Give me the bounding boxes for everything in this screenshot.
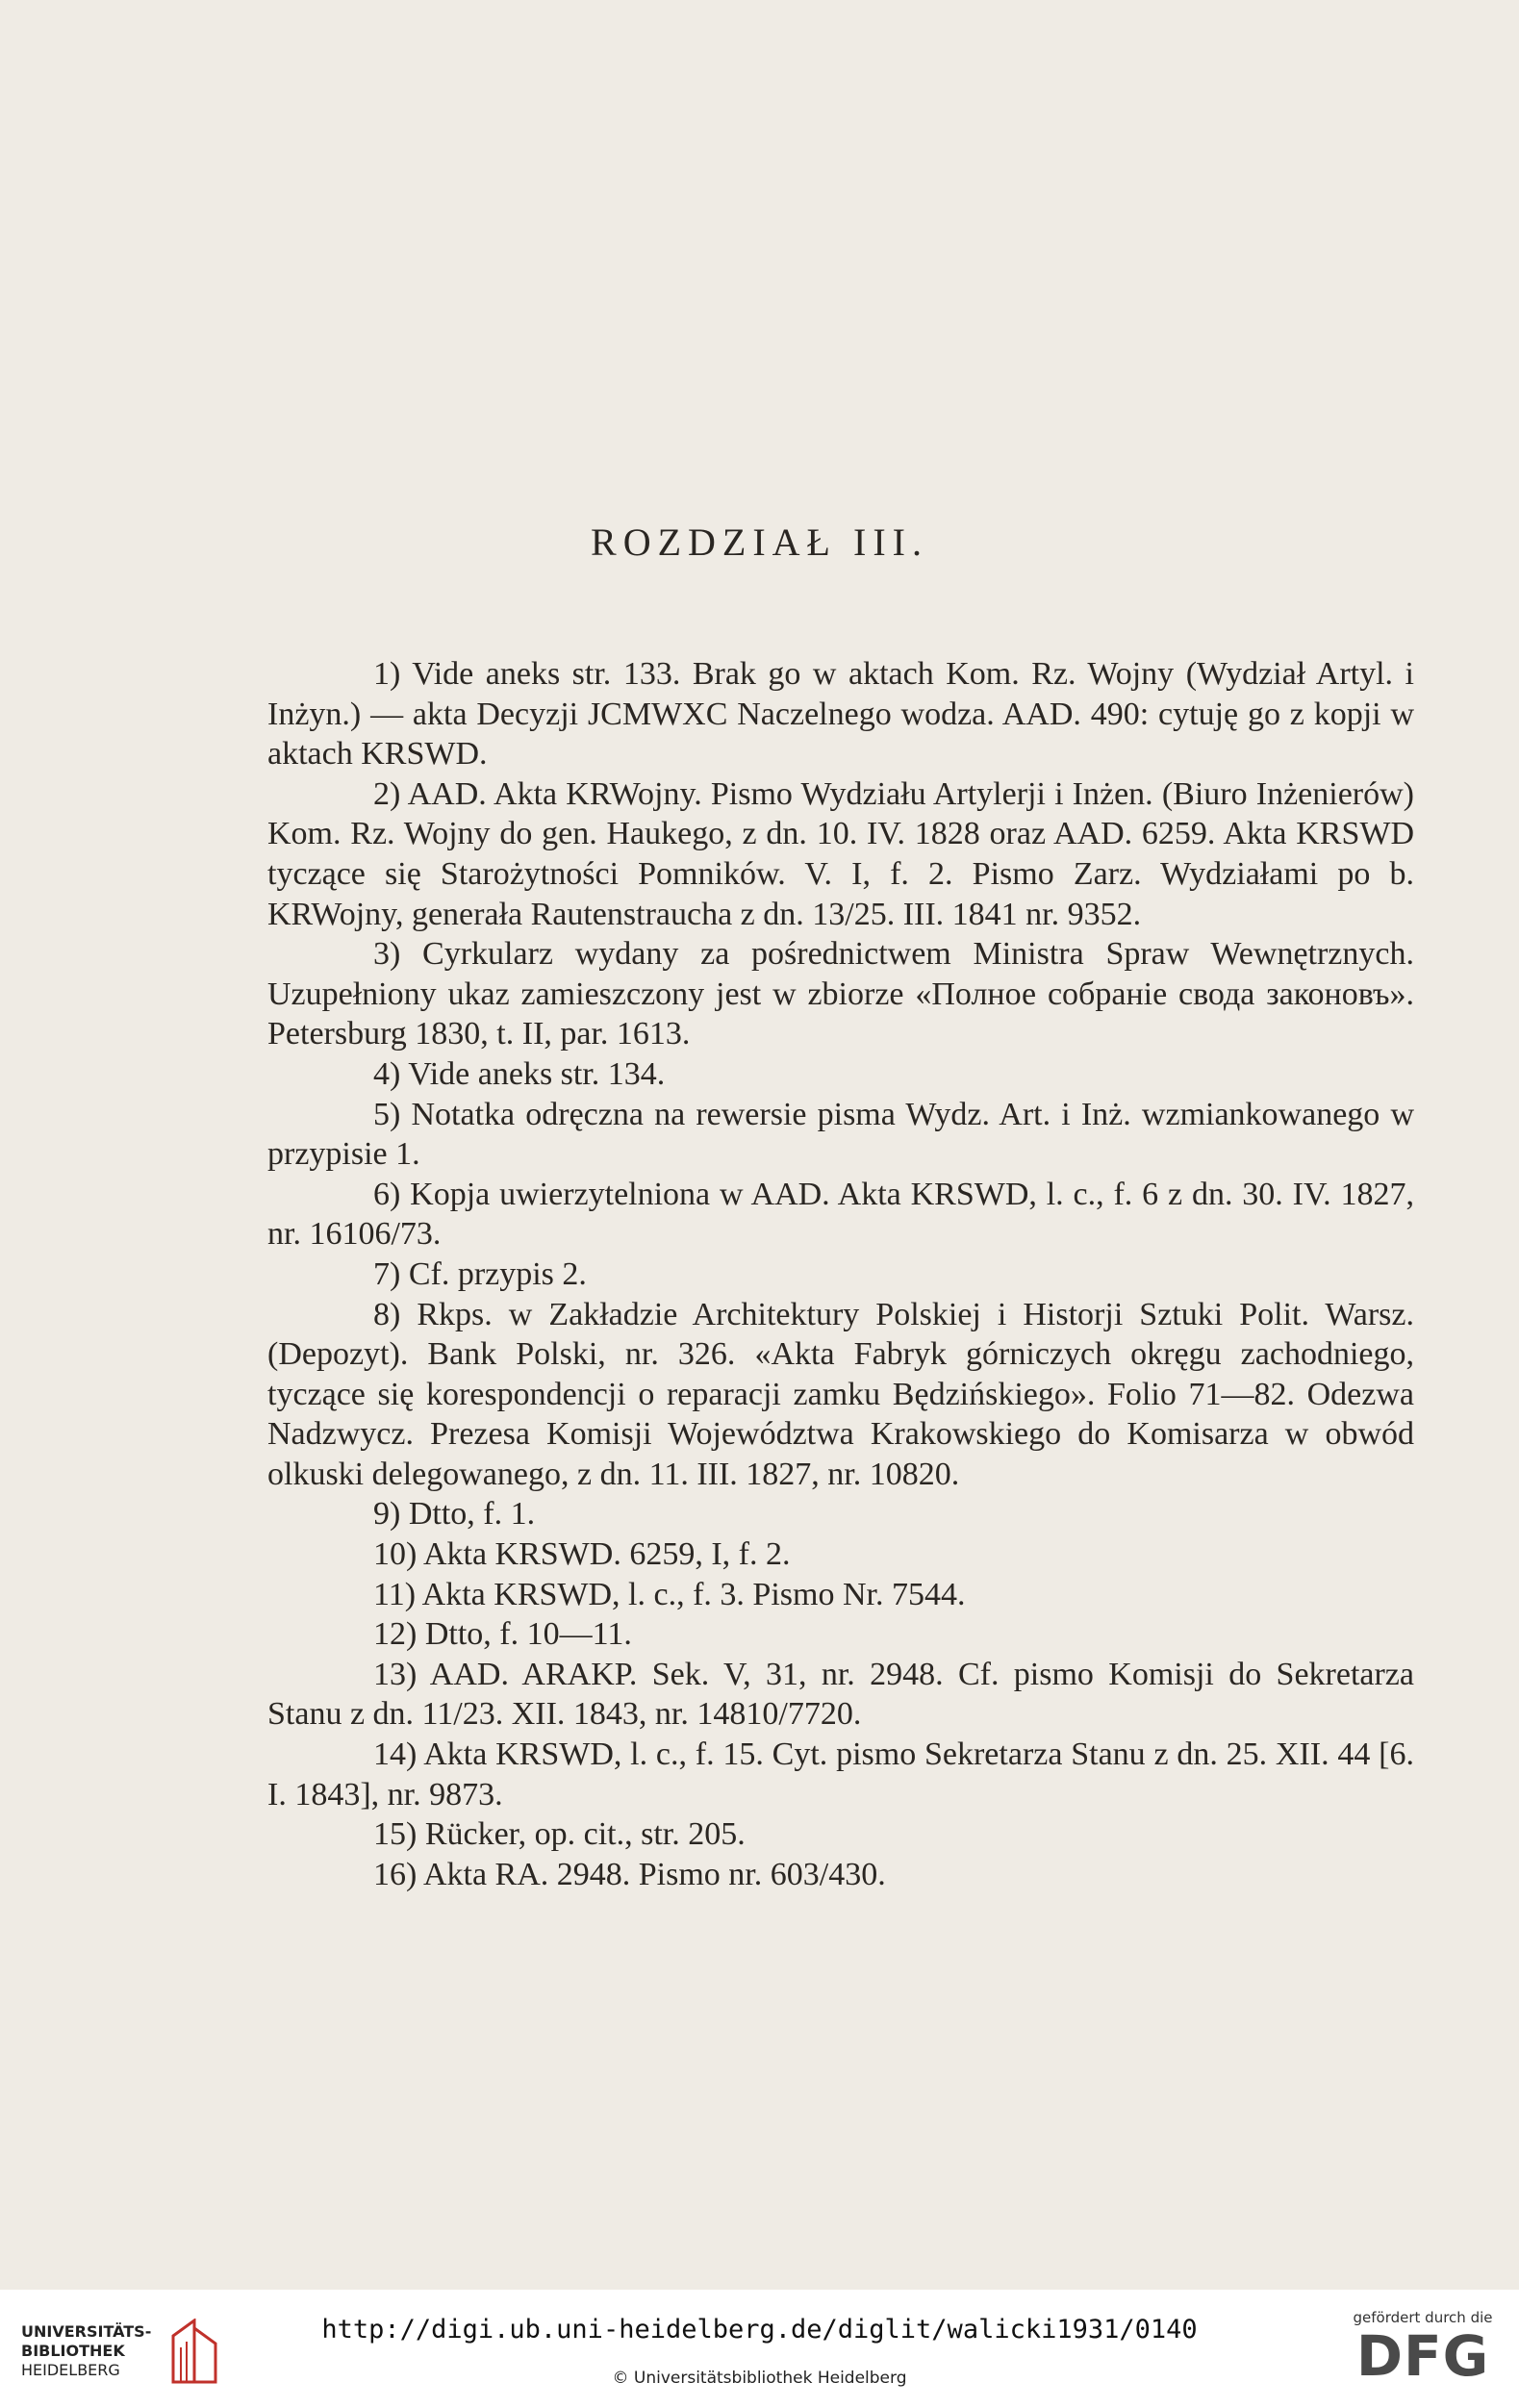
copyright-notice: © Universitätsbibliothek Heidelberg	[612, 2369, 907, 2388]
footnote-2: 2) AAD. Akta KRWojny. Pismo Wydziału Artylerji i Inżen. (Biuro Inżenierów) Kom. Rz. Wojny do gen. Haukego, z dn. 10. IV. 1828 oraz AAD. 6259. Akta KRSWD tyczące się Starożytności Pomników. V. I, f. 2. Pismo Zarz. Wydziałami po b. KRWojny, generała Rautenstraucha z dn. 13/25. III. 1841 nr. 9352.	[267, 775, 1414, 932]
footnote-4: 4) Vide aneks str. 134.	[373, 1055, 666, 1092]
sponsor-caption: gefördert durch die	[1353, 2309, 1493, 2326]
digital-library-footer	[0, 2290, 1519, 2408]
footnote-15: 15) Rücker, op. cit., str. 205.	[373, 1816, 746, 1853]
dfg-logo: DFG	[1355, 2323, 1490, 2389]
footnote-1: 1) Vide aneks str. 133. Brak go w aktach Kom. Rz. Wojny (Wydział Artyl. i Inżyn.) — akta Decyzji JCMWXC Naczelnego wodza. AAD. 490: cytuję go z kopji w aktach KRSWD.	[267, 656, 1414, 773]
sponsor-block	[1346, 2309, 1500, 2389]
library-name-line2: BIBLIOTHEK	[21, 2342, 125, 2360]
footnote-3: 3) Cyrkularz wydany za pośrednictwem Ministra Spraw Wewnętrznych. Uzupełniony ukaz zamieszczony jest w zbiorze «Полное собранiе свода законовъ». Petersburg 1830, t. II, par. 1613.	[267, 936, 1414, 1052]
chapter-heading: ROZDZIAŁ III.	[591, 520, 928, 564]
footnote-16: 16) Akta RA. 2948. Pismo nr. 603/430.	[373, 1856, 886, 1892]
footnote-8: 8) Rkps. w Zakładzie Architektury Polskiej i Historji Sztuki Polit. Warsz. (Depozyt). Bank Polski, nr. 326. «Akta Fabryk górniczych okręgu zachodniego, tyczące się korespondencji o reparacji zamku Będzińskiego». Folio 71—82. Odezwa Nadzwycz. Prezesa Komisji Województwa Krakowskiego do Komisarza w obwód olkuski delegowanego, z dn. 11. III. 1827, nr. 10820.	[267, 1296, 1414, 1492]
library-name-line3: HEIDELBERG	[21, 2361, 120, 2379]
footnote-5: 5) Notatka odręczna na rewersie pisma Wydz. Art. i Inż. wzmiankowanego w przypisie 1.	[267, 1096, 1414, 1173]
permalink-url[interactable]: http://digi.ub.uni-heidelberg.de/diglit/walicki1931/0140	[321, 2315, 1198, 2345]
library-name-line1: UNIVERSITÄTS-	[21, 2322, 152, 2341]
footnote-9: 9) Dtto, f. 1.	[373, 1496, 536, 1533]
footnote-14: 14) Akta KRSWD, l. c., f. 15. Cyt. pismo Sekretarza Stanu z dn. 25. XII. 44 [6. I. 1843], nr. 9873.	[267, 1736, 1414, 1812]
footnotes-list	[267, 654, 1414, 1894]
footnote-6: 6) Kopja uwierzytelniona w AAD. Akta KRSWD, l. c., f. 6 z dn. 30. IV. 1827, nr. 16106/73.	[267, 1176, 1414, 1253]
footnote-7: 7) Cf. przypis 2.	[373, 1255, 587, 1292]
footnote-13: 13) AAD. ARAKP. Sek. V, 31, nr. 2948. Cf. pismo Komisji do Sekretarza Stanu z dn. 11/23. XII. 1843, nr. 14810/7720.	[267, 1656, 1414, 1733]
footnote-10: 10) Akta KRSWD. 6259, I, f. 2.	[373, 1536, 791, 1573]
footnote-11: 11) Akta KRSWD, l. c., f. 3. Pismo Nr. 7544.	[373, 1576, 966, 1612]
footnote-12: 12) Dtto, f. 10—11.	[373, 1616, 632, 1653]
